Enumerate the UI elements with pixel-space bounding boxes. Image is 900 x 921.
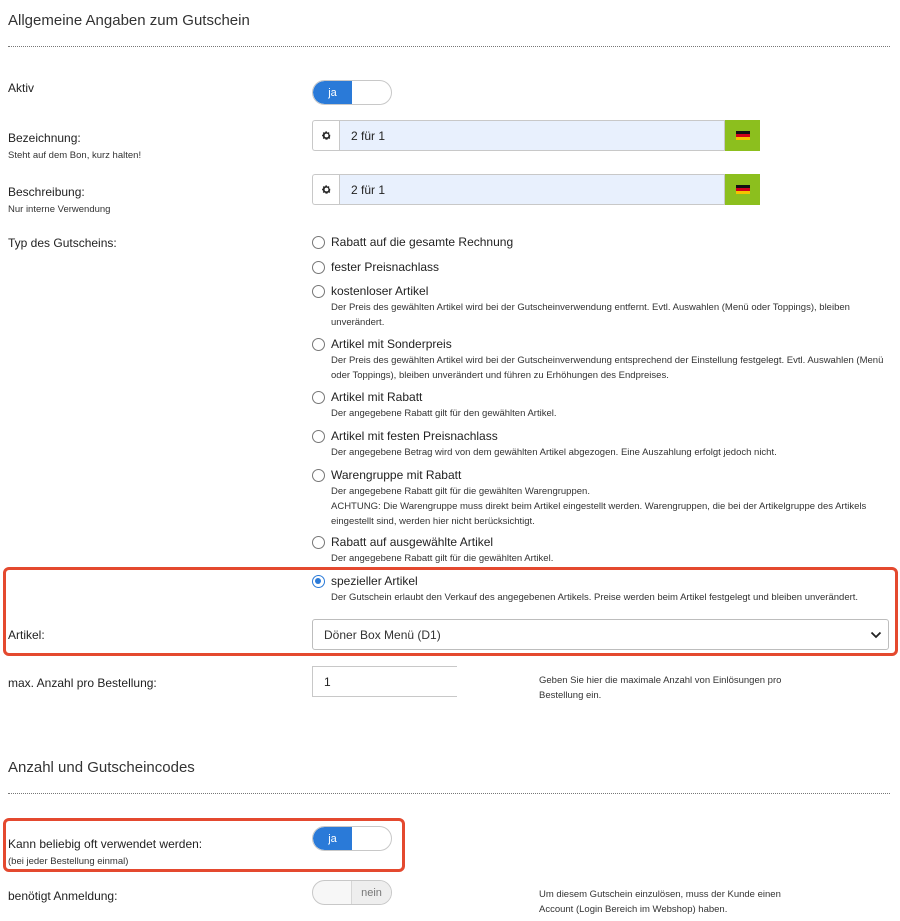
bezeichnung-input-group bbox=[312, 120, 760, 151]
radio-button[interactable] bbox=[312, 261, 325, 274]
bezeichnung-input[interactable]: 2 für 1 bbox=[339, 120, 725, 151]
radio-button[interactable] bbox=[312, 536, 325, 549]
bezeichnung-language-button[interactable] bbox=[725, 120, 760, 151]
typ-option-label: Artikel mit Rabatt bbox=[331, 390, 423, 404]
aktiv-toggle-on: ja bbox=[313, 81, 352, 104]
typ-option-label: spezieller Artikel bbox=[331, 574, 418, 588]
typ-option[interactable] bbox=[312, 284, 892, 330]
anmeldung-toggle-off: nein bbox=[351, 881, 391, 904]
typ-option-description: Der angegebene Rabatt gilt für die gewählten Warengruppen. bbox=[331, 486, 590, 497]
beliebig-label: Kann beliebig oft verwendet werden: bbox=[8, 837, 203, 851]
max-anzahl-label: max. Anzahl pro Bestellung: bbox=[8, 676, 157, 690]
radio-button[interactable] bbox=[312, 338, 325, 351]
typ-option-description: Der angegebene Rabatt gilt für die gewählten Artikel. bbox=[331, 553, 554, 564]
bezeichnung-settings-button[interactable] bbox=[312, 120, 339, 151]
section-divider bbox=[8, 46, 890, 47]
typ-option[interactable] bbox=[312, 429, 892, 460]
typ-option[interactable] bbox=[312, 468, 892, 529]
german-flag-icon bbox=[736, 185, 750, 195]
artikel-select[interactable] bbox=[312, 619, 889, 650]
beliebig-sublabel: (bei jeder Bestellung einmal) bbox=[8, 856, 129, 867]
bezeichnung-sublabel: Steht auf dem Bon, kurz halten! bbox=[8, 150, 142, 161]
section-title-codes: Anzahl und Gutscheincodes bbox=[8, 759, 195, 776]
aktiv-toggle[interactable] bbox=[312, 80, 392, 105]
section-divider bbox=[8, 793, 890, 794]
german-flag-icon bbox=[736, 131, 750, 141]
typ-option-description: Der Preis des gewählten Artikel wird bei der Gutscheinverwendung entfernt. Evtl. Auswahlen (Menü oder Toppings), bleiben unverändert. bbox=[331, 302, 850, 328]
beschreibung-label-group bbox=[8, 183, 110, 215]
typ-option-warning: ACHTUNG: Die Warengruppe muss direkt beim Artikel eingestellt werden. Warengruppen, die bei der Artikelgruppe des Artikels eingestellt sind, werden hier nicht berücksichtigt. bbox=[331, 501, 867, 527]
typ-option-description: Der angegebene Rabatt gilt für den gewählten Artikel. bbox=[331, 408, 557, 419]
bezeichnung-label-group bbox=[8, 129, 141, 161]
typ-option-description: Der Preis des gewählten Artikel wird bei der Gutscheinverwendung entsprechend der Einstellung festgelegt. Evtl. Auswahlen (Menü oder Toppings), bleiben unverändert und führen zu Erhöhungen des Endpreises. bbox=[331, 355, 884, 381]
beschreibung-settings-button[interactable] bbox=[312, 174, 339, 205]
typ-option-label: Artikel mit festen Preisnachlass bbox=[331, 429, 498, 443]
beschreibung-input[interactable]: 2 für 1 bbox=[339, 174, 725, 205]
typ-option-label: kostenloser Artikel bbox=[331, 284, 429, 298]
beliebig-label-group bbox=[8, 835, 202, 867]
typ-option-description: Der angegebene Betrag wird von dem gewählten Artikel abgezogen. Eine Auszahlung erfolgt jedoch nicht. bbox=[331, 447, 777, 458]
radio-button[interactable] bbox=[312, 236, 325, 249]
gear-icon bbox=[321, 184, 332, 195]
typ-option-label: Rabatt auf die gesamte Rechnung bbox=[331, 235, 514, 249]
typ-option[interactable] bbox=[312, 535, 892, 566]
radio-button[interactable] bbox=[312, 430, 325, 443]
aktiv-label: Aktiv bbox=[8, 81, 35, 95]
artikel-label: Artikel: bbox=[8, 628, 45, 642]
typ-option-description: Der Gutschein erlaubt den Verkauf des angegebenen Artikels. Preise werden beim Artikel festgelegt und bleiben unverändert. bbox=[331, 592, 859, 603]
beliebig-toggle[interactable] bbox=[312, 826, 392, 851]
typ-option-label: Artikel mit Sonderpreis bbox=[331, 337, 452, 351]
radio-button-selected[interactable] bbox=[312, 575, 325, 588]
max-anzahl-hint: Geben Sie hier die maximale Anzahl von Einlösungen pro Bestellung ein. bbox=[539, 675, 782, 701]
beschreibung-label: Beschreibung: bbox=[8, 185, 85, 199]
gear-icon bbox=[321, 130, 332, 141]
max-anzahl-input[interactable]: 1 bbox=[312, 666, 457, 697]
typ-option[interactable] bbox=[312, 390, 892, 421]
section-title-general: Allgemeine Angaben zum Gutschein bbox=[8, 12, 250, 29]
typ-option-selected[interactable] bbox=[312, 574, 892, 605]
typ-option-label: Warengruppe mit Rabatt bbox=[331, 468, 462, 482]
beschreibung-language-button[interactable] bbox=[725, 174, 760, 205]
artikel-select-value: Döner Box Menü (D1) bbox=[324, 627, 441, 642]
anmeldung-hint: Um diesem Gutschein einzulösen, muss der Kunde einen Account (Login Bereich im Webshop) haben. bbox=[539, 889, 781, 915]
chevron-down-icon bbox=[870, 631, 882, 639]
typ-option-label: Rabatt auf ausgewählte Artikel bbox=[331, 535, 494, 549]
beschreibung-sublabel: Nur interne Verwendung bbox=[8, 204, 111, 215]
typ-option-label: fester Preisnachlass bbox=[331, 260, 440, 274]
radio-button[interactable] bbox=[312, 391, 325, 404]
typ-option[interactable] bbox=[312, 235, 513, 249]
beschreibung-input-group bbox=[312, 174, 760, 205]
typ-label: Typ des Gutscheins: bbox=[8, 236, 117, 250]
bezeichnung-label: Bezeichnung: bbox=[8, 131, 81, 145]
radio-button[interactable] bbox=[312, 469, 325, 482]
typ-option[interactable] bbox=[312, 260, 439, 274]
typ-option[interactable] bbox=[312, 337, 892, 383]
radio-button[interactable] bbox=[312, 285, 325, 298]
anmeldung-label: benötigt Anmeldung: bbox=[8, 889, 118, 903]
beliebig-toggle-on: ja bbox=[313, 827, 352, 850]
anmeldung-toggle[interactable] bbox=[312, 880, 392, 905]
